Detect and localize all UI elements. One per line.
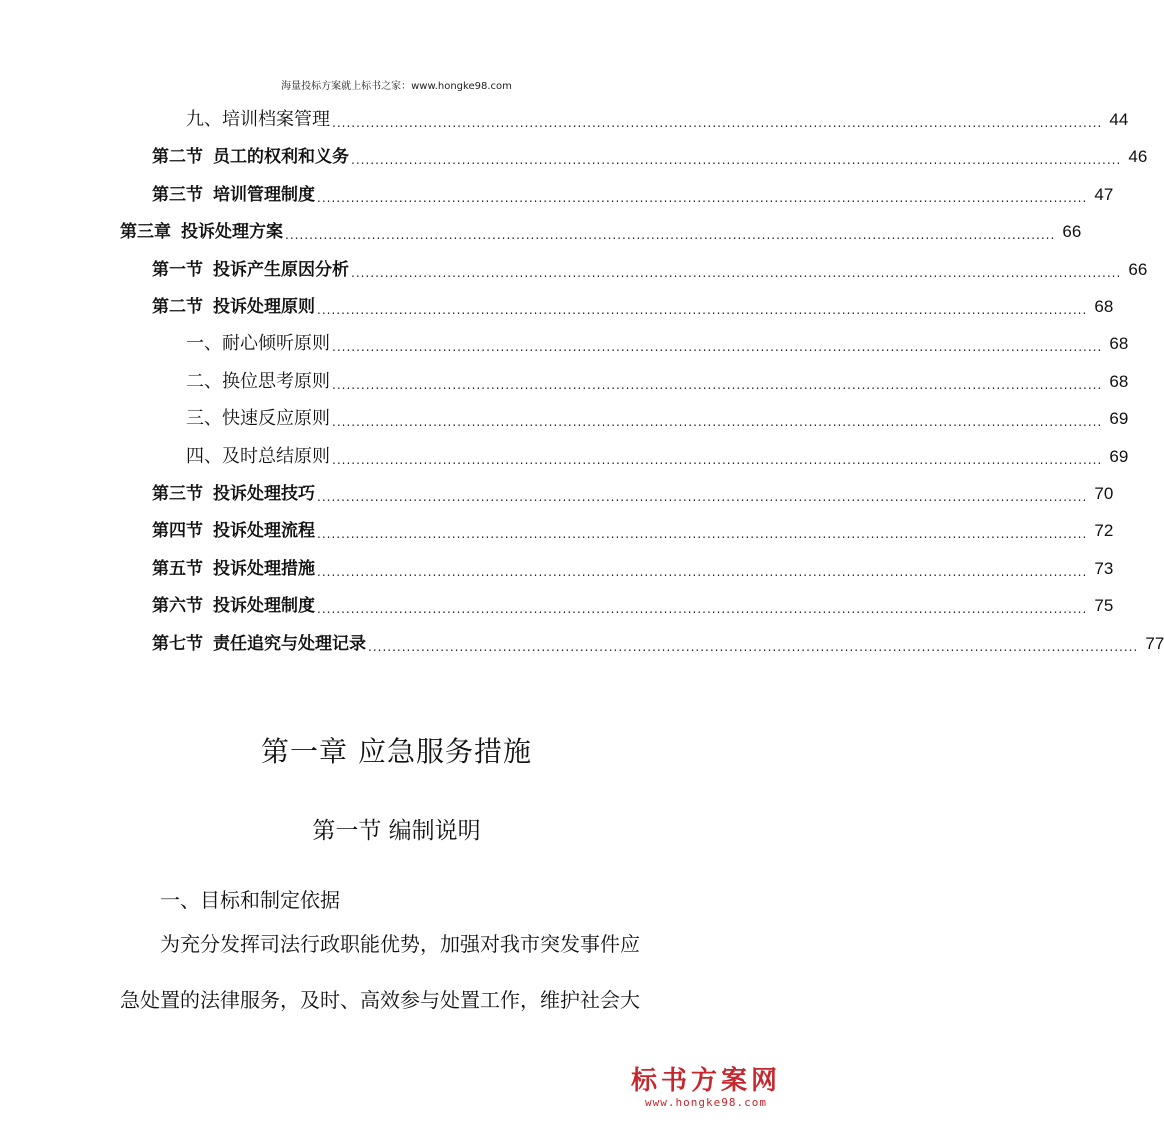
toc-page-number: 47 — [1094, 185, 1114, 204]
toc-page-number: 68 — [1109, 334, 1129, 353]
toc-entry[interactable] — [152, 519, 1114, 543]
toc-entry-number: 第二节 — [152, 297, 203, 317]
toc-entry[interactable] — [186, 445, 1129, 469]
toc-entry[interactable] — [152, 183, 1114, 207]
toc-page-number: 46 — [1128, 147, 1148, 166]
toc-leader-dots: ................................................................................................................................................................ — [332, 116, 1103, 130]
toc-leader-dots: ................................................................................................................................................................ — [368, 640, 1139, 654]
toc-entry-title: 投诉处理原则 — [213, 297, 315, 317]
watermark-title: 标书方案网 — [630, 1066, 781, 1096]
toc-page-number: 68 — [1094, 297, 1114, 316]
toc-leader-dots: ................................................................................................................................................................ — [317, 602, 1088, 616]
toc-entry-number: 第五节 — [152, 559, 203, 579]
toc-entry-label — [186, 108, 330, 132]
toc-entry[interactable] — [186, 332, 1129, 356]
toc-entry-title: 责任追究与处理记录 — [213, 634, 366, 654]
toc-entry[interactable] — [152, 632, 1164, 656]
toc-entry-number: 九、 — [186, 109, 222, 130]
toc-page-number: 68 — [1109, 372, 1129, 391]
toc-leader-dots: ................................................................................................................................................................ — [332, 453, 1103, 467]
toc-entry-number: 第六节 — [152, 596, 203, 616]
body-line-1: 为充分发挥司法行政职能优势，加强对我市突发事件应 — [160, 932, 640, 956]
toc-entry-title: 耐心倾听原则 — [222, 333, 330, 354]
page-header: 海量投标方案就上标书之家：www.hongke98.com — [281, 81, 512, 92]
toc-leader-dots: ................................................................................................................................................................ — [332, 378, 1103, 392]
toc-leader-dots: ................................................................................................................................................................ — [317, 490, 1088, 504]
toc-page-number: 66 — [1062, 222, 1082, 241]
toc-entry-title: 投诉处理方案 — [181, 222, 283, 242]
toc-entry[interactable] — [186, 407, 1129, 431]
toc-entry[interactable] — [152, 295, 1114, 319]
toc-entry-label — [152, 632, 366, 656]
toc-leader-dots: ................................................................................................................................................................ — [351, 153, 1122, 167]
toc-leader-dots: ................................................................................................................................................................ — [285, 228, 1056, 242]
toc-entry[interactable] — [120, 220, 1082, 244]
toc-entry-title: 培训管理制度 — [213, 185, 315, 205]
toc-page-number: 69 — [1109, 447, 1129, 466]
toc-entry[interactable] — [152, 258, 1148, 282]
toc-page-number: 69 — [1109, 409, 1129, 428]
toc-entry-label — [152, 295, 315, 319]
toc-leader-dots: ................................................................................................................................................................ — [317, 191, 1088, 205]
toc-entry[interactable] — [152, 594, 1114, 618]
toc-entry[interactable] — [186, 370, 1129, 394]
toc-entry-number: 第七节 — [152, 634, 203, 654]
toc-entry-number: 四、 — [186, 446, 222, 467]
toc-entry-title: 投诉处理措施 — [213, 559, 315, 579]
body-heading: 一、目标和制定依据 — [160, 888, 340, 912]
toc-leader-dots: ................................................................................................................................................................ — [332, 340, 1103, 354]
toc-entry-label — [186, 445, 330, 469]
toc-leader-dots: ................................................................................................................................................................ — [317, 527, 1088, 541]
toc-entry-number: 二、 — [186, 371, 222, 392]
toc-leader-dots: ................................................................................................................................................................ — [317, 565, 1088, 579]
toc-page-number: 44 — [1109, 110, 1129, 129]
toc-entry-title: 换位思考原则 — [222, 371, 330, 392]
toc-entry[interactable] — [186, 108, 1129, 132]
toc-entry-number: 第三节 — [152, 484, 203, 504]
toc-page-number: 66 — [1128, 260, 1148, 279]
toc-entry-label — [186, 407, 330, 431]
toc-entry-number: 第三节 — [152, 185, 203, 205]
toc-page-number: 70 — [1094, 484, 1114, 503]
toc-entry-label — [152, 557, 315, 581]
toc-entry-number: 三、 — [186, 408, 222, 429]
toc-entry-number: 第三章 — [120, 222, 171, 242]
toc-leader-dots: ................................................................................................................................................................ — [332, 415, 1103, 429]
toc-entry-title: 投诉处理技巧 — [213, 484, 315, 504]
toc-entry-title: 培训档案管理 — [222, 109, 330, 130]
toc-entry-label — [152, 519, 315, 543]
toc-entry-title: 投诉产生原因分析 — [213, 260, 349, 280]
toc-entry-label — [152, 145, 349, 169]
toc-entry-number: 第四节 — [152, 521, 203, 541]
toc-entry[interactable] — [152, 145, 1148, 169]
toc-entry-title: 投诉处理制度 — [213, 596, 315, 616]
toc-entry[interactable] — [152, 482, 1114, 506]
body-line-2: 急处置的法律服务，及时、高效参与处置工作，维护社会大 — [120, 988, 640, 1012]
watermark-url: www.hongke98.com — [645, 1096, 767, 1109]
toc-page-number: 75 — [1094, 596, 1114, 615]
toc-page-number: 72 — [1094, 521, 1114, 540]
toc-entry-number: 第二节 — [152, 147, 203, 167]
toc-entry-label — [120, 220, 283, 244]
toc-entry[interactable] — [152, 557, 1114, 581]
toc-page-number: 77 — [1145, 634, 1164, 653]
toc-entry-label — [152, 594, 315, 618]
section-title: 第一节 编制说明 — [312, 818, 481, 844]
toc-entry-label — [152, 482, 315, 506]
toc-entry-number: 第一节 — [152, 260, 203, 280]
toc-entry-label — [152, 183, 315, 207]
toc-entry-label — [186, 332, 330, 356]
toc-entry-label — [186, 370, 330, 394]
toc-entry-number: 一、 — [186, 333, 222, 354]
toc-entry-label — [152, 258, 349, 282]
toc-leader-dots: ................................................................................................................................................................ — [317, 303, 1088, 317]
toc-entry-title: 投诉处理流程 — [213, 521, 315, 541]
toc-page-number: 73 — [1094, 559, 1114, 578]
toc-entry-title: 及时总结原则 — [222, 446, 330, 467]
chapter-title: 第一章 应急服务措施 — [261, 735, 532, 768]
site-watermark-logo — [631, 1066, 781, 1110]
toc-leader-dots: ................................................................................................................................................................ — [351, 266, 1122, 280]
toc-entry-title: 快速反应原则 — [222, 408, 330, 429]
toc-entry-title: 员工的权利和义务 — [213, 147, 349, 167]
